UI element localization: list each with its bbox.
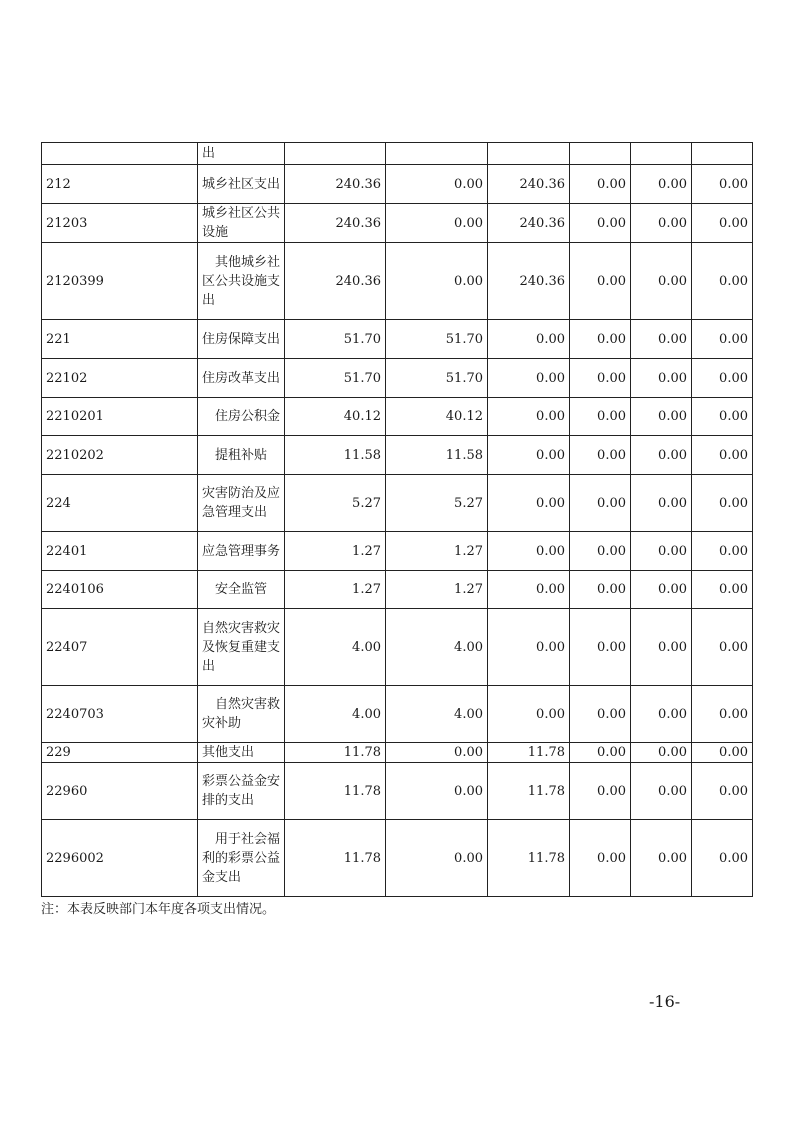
row-code-cell: 2296002 [42,820,198,897]
row-code-cell: 21203 [42,204,198,243]
row-basic-cell: 0.00 [386,763,488,820]
row-total-cell [285,143,386,165]
row-total-cell: 11.58 [285,436,386,475]
row-name-cell: 其他城乡社区公共设施支出 [198,243,285,320]
row-name-cell: 住房保障支出 [198,320,285,359]
table-row [42,686,753,743]
row-project-cell: 0.00 [488,398,570,436]
row-value-cell: 0.00 [570,532,631,571]
table-row [42,571,753,609]
table-footnote: 注：本表反映部门本年度各项支出情况。 [41,902,276,917]
row-basic-cell: 0.00 [386,243,488,320]
row-total-cell: 5.27 [285,475,386,532]
row-total-cell: 40.12 [285,398,386,436]
row-value-cell: 0.00 [631,204,692,243]
row-basic-cell: 5.27 [386,475,488,532]
row-code-cell: 2120399 [42,243,198,320]
row-total-cell: 4.00 [285,686,386,743]
row-value-cell: 0.00 [570,475,631,532]
row-value-cell: 0.00 [631,532,692,571]
row-basic-cell: 0.00 [386,820,488,897]
row-basic-cell [386,143,488,165]
row-value-cell: 0.00 [570,359,631,398]
row-basic-cell: 0.00 [386,743,488,763]
row-total-cell: 51.70 [285,320,386,359]
row-code-cell: 224 [42,475,198,532]
row-value-cell: 0.00 [570,165,631,204]
row-code-cell: 229 [42,743,198,763]
row-value-cell: 0.00 [631,436,692,475]
row-value-cell: 0.00 [570,571,631,609]
row-value-cell: 0.00 [570,686,631,743]
row-value-cell: 0.00 [631,398,692,436]
row-value-cell: 0.00 [631,763,692,820]
row-value-cell: 0.00 [631,743,692,763]
row-value-cell: 0.00 [692,532,753,571]
row-name-cell: 住房改革支出 [198,359,285,398]
row-value-cell: 0.00 [570,436,631,475]
row-project-cell: 240.36 [488,204,570,243]
table-row [42,743,753,763]
row-project-cell: 240.36 [488,165,570,204]
row-total-cell: 1.27 [285,571,386,609]
row-code-cell: 22401 [42,532,198,571]
row-total-cell: 240.36 [285,243,386,320]
row-name-cell: 应急管理事务 [198,532,285,571]
row-project-cell: 0.00 [488,571,570,609]
row-value-cell: 0.00 [692,320,753,359]
row-total-cell: 11.78 [285,820,386,897]
row-value-cell: 0.00 [692,571,753,609]
row-basic-cell: 11.58 [386,436,488,475]
table-row [42,143,753,165]
row-code-cell: 2240106 [42,571,198,609]
row-name-cell: 住房公积金 [198,398,285,436]
table-row [42,763,753,820]
row-value-cell: 0.00 [692,359,753,398]
table-row [42,204,753,243]
row-name-cell: 安全监管 [198,571,285,609]
row-value-cell: 0.00 [692,820,753,897]
row-project-cell: 11.78 [488,820,570,897]
row-value-cell: 0.00 [692,204,753,243]
row-value-cell: 0.00 [692,743,753,763]
row-name-cell: 灾害防治及应急管理支出 [198,475,285,532]
row-project-cell: 0.00 [488,359,570,398]
row-project-cell: 240.36 [488,243,570,320]
row-name-cell: 彩票公益金安排的支出 [198,763,285,820]
table-row [42,475,753,532]
row-value-cell: 0.00 [631,686,692,743]
row-project-cell: 11.78 [488,763,570,820]
row-value-cell: 0.00 [570,204,631,243]
row-value-cell: 0.00 [692,686,753,743]
row-total-cell: 1.27 [285,532,386,571]
row-value-cell: 0.00 [692,475,753,532]
row-value-cell: 0.00 [631,609,692,686]
row-project-cell [488,143,570,165]
row-value-cell: 0.00 [631,475,692,532]
row-total-cell: 11.78 [285,743,386,763]
row-value-cell: 0.00 [570,243,631,320]
row-value-cell: 0.00 [631,320,692,359]
row-value-cell: 0.00 [692,165,753,204]
row-value-cell: 0.00 [631,165,692,204]
row-project-cell: 0.00 [488,320,570,359]
table-row [42,820,753,897]
row-basic-cell: 0.00 [386,204,488,243]
row-name-cell: 提租补贴 [198,436,285,475]
row-code-cell: 22102 [42,359,198,398]
table-row [42,532,753,571]
table-row [42,320,753,359]
row-basic-cell: 1.27 [386,571,488,609]
row-project-cell: 0.00 [488,686,570,743]
row-code-cell: 221 [42,320,198,359]
row-code-cell: 2210202 [42,436,198,475]
row-value-cell: 0.00 [570,320,631,359]
row-name-cell: 其他支出 [198,743,285,763]
row-code-cell: 2210201 [42,398,198,436]
row-value-cell: 0.00 [631,820,692,897]
row-value-cell: 0.00 [631,571,692,609]
row-basic-cell: 4.00 [386,609,488,686]
row-name-cell: 自然灾害救灾补助 [198,686,285,743]
row-basic-cell: 0.00 [386,165,488,204]
row-total-cell: 51.70 [285,359,386,398]
row-project-cell: 0.00 [488,532,570,571]
row-basic-cell: 51.70 [386,359,488,398]
row-code-cell [42,143,198,165]
row-value-cell: 0.00 [692,243,753,320]
row-total-cell: 240.36 [285,204,386,243]
row-name-cell: 出 [198,143,285,165]
row-basic-cell: 40.12 [386,398,488,436]
row-value-cell [692,143,753,165]
table-row [42,165,753,204]
row-name-cell: 用于社会福利的彩票公益金支出 [198,820,285,897]
row-value-cell: 0.00 [570,820,631,897]
row-total-cell: 11.78 [285,763,386,820]
table-row [42,436,753,475]
row-project-cell: 11.78 [488,743,570,763]
row-name-cell: 城乡社区公共设施 [198,204,285,243]
row-value-cell: 0.00 [631,243,692,320]
row-value-cell: 0.00 [570,763,631,820]
row-value-cell: 0.00 [692,763,753,820]
row-project-cell: 0.00 [488,609,570,686]
row-value-cell: 0.00 [570,398,631,436]
row-value-cell: 0.00 [570,743,631,763]
row-value-cell [570,143,631,165]
table-row [42,609,753,686]
page-number: -16- [649,992,681,1011]
row-basic-cell: 51.70 [386,320,488,359]
row-project-cell: 0.00 [488,436,570,475]
row-code-cell: 2240703 [42,686,198,743]
row-name-cell: 自然灾害救灾及恢复重建支出 [198,609,285,686]
row-value-cell: 0.00 [692,436,753,475]
expenditure-table [41,142,753,897]
row-name-cell: 城乡社区支出 [198,165,285,204]
table-row [42,243,753,320]
row-code-cell: 22960 [42,763,198,820]
row-value-cell: 0.00 [570,609,631,686]
row-value-cell: 0.00 [692,398,753,436]
row-value-cell [631,143,692,165]
row-project-cell: 0.00 [488,475,570,532]
row-value-cell: 0.00 [692,609,753,686]
row-total-cell: 4.00 [285,609,386,686]
row-value-cell: 0.00 [631,359,692,398]
row-total-cell: 240.36 [285,165,386,204]
row-basic-cell: 1.27 [386,532,488,571]
row-code-cell: 212 [42,165,198,204]
table-row [42,398,753,436]
table-row [42,359,753,398]
row-code-cell: 22407 [42,609,198,686]
row-basic-cell: 4.00 [386,686,488,743]
